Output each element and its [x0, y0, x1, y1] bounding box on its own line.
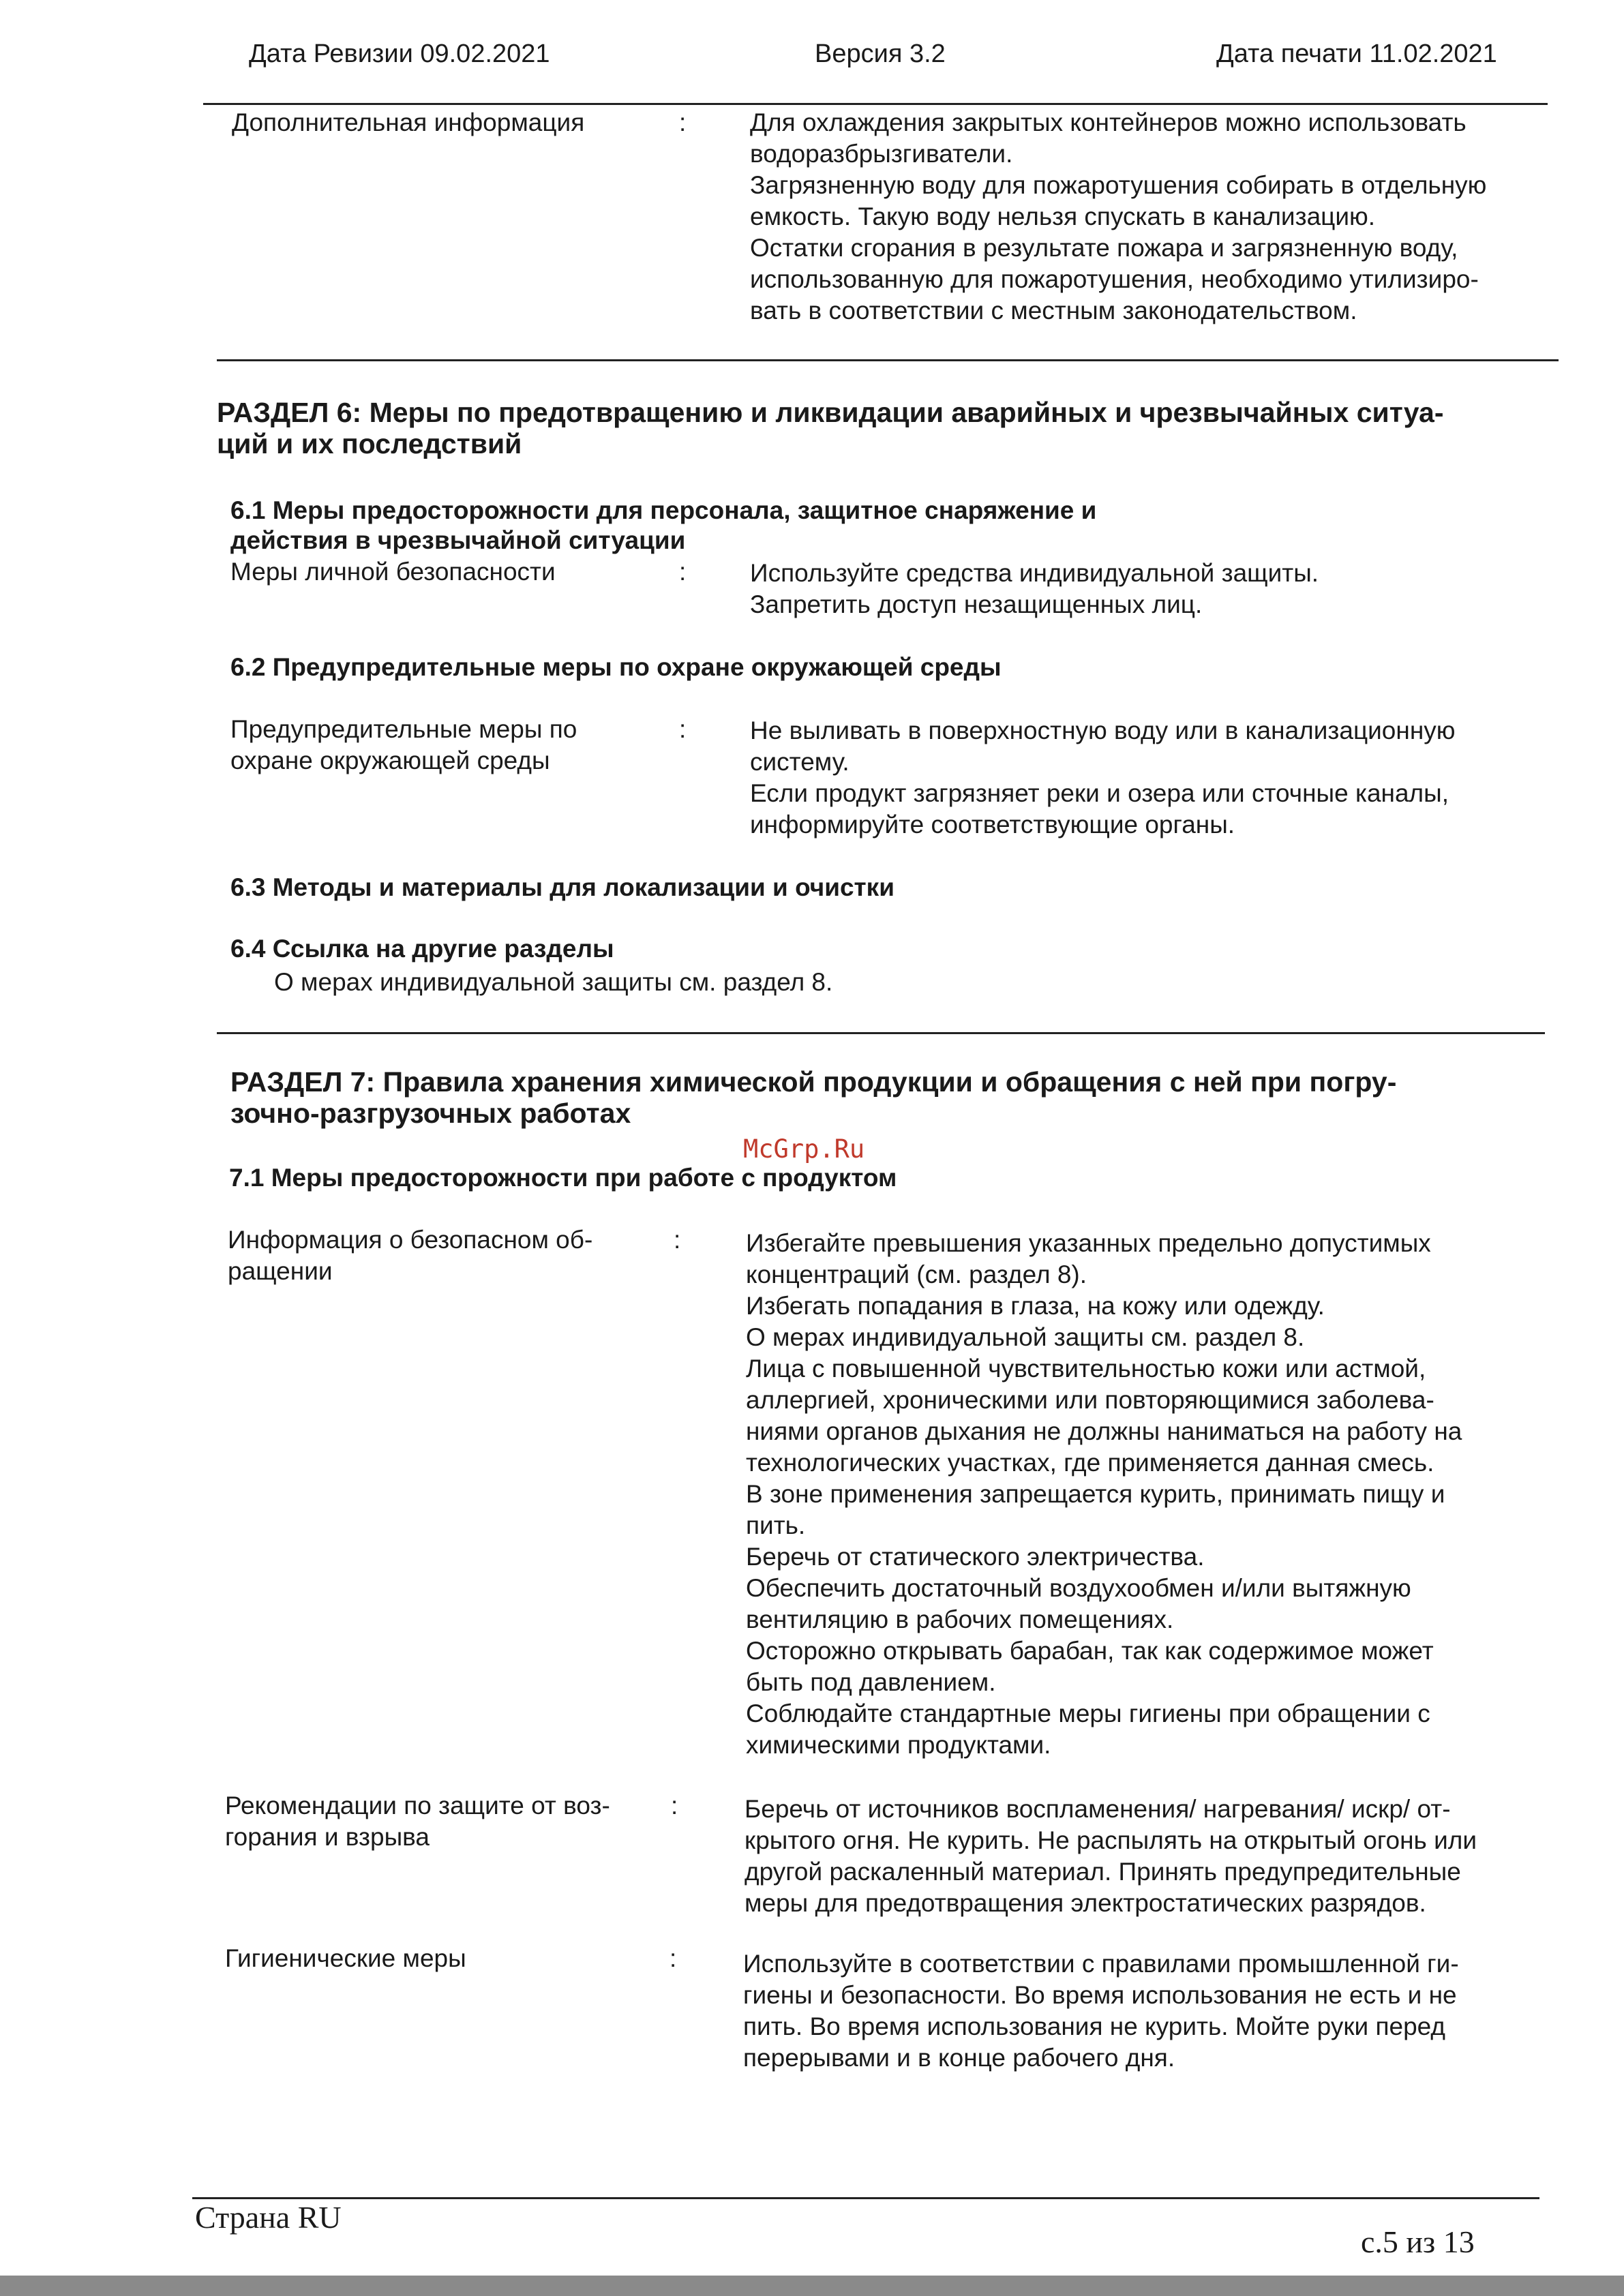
text-line: Если продукт загрязняет реки и озера или сточные каналы, — [750, 779, 1449, 807]
text-line: Беречь от статического электричества. — [746, 1543, 1205, 1571]
text-line: Загрязненную воду для пожаротушения собирать в отдельную — [750, 171, 1487, 199]
hygiene-text — [743, 1948, 1526, 2074]
text-line: ниями органов дыхания не должны наниматься на работу на — [746, 1417, 1462, 1445]
text-line: В зоне применения запрещается курить, принимать пищу и — [746, 1480, 1445, 1508]
text-line: Соблюдайте стандартные меры гигиены при обращении с — [746, 1700, 1430, 1727]
text-line: Используйте средства индивидуальной защиты. — [750, 559, 1319, 587]
hygiene-label: Гигиенические меры — [225, 1944, 466, 1972]
text-line: вентиляцию в рабочих помещениях. — [746, 1605, 1174, 1633]
section7-title-line1: РАЗДЕЛ 7: Правила хранения химической продукции и обращения с ней при погру- — [230, 1066, 1397, 1098]
personal-safety-label: Меры личной безопасности — [230, 558, 556, 586]
colon: : — [674, 1226, 681, 1254]
text-line: химическими продуктами. — [746, 1731, 1051, 1759]
revision-date: Дата Ревизии 09.02.2021 — [249, 40, 550, 68]
text-line: меры для предотвращения электростатических разрядов. — [745, 1889, 1426, 1917]
section7-title-line2: зочно-разгрузочных работах — [230, 1098, 631, 1129]
text-line: гиены и безопасности. Во время использования не есть и не — [743, 1981, 1457, 2009]
personal-safety-text — [750, 558, 1602, 620]
text-line: Лица с повышенной чувствительностью кожи или астмой, — [746, 1355, 1426, 1383]
text-line: О мерах индивидуальной защиты см. раздел 8. — [746, 1323, 1305, 1351]
text-line: пить. — [746, 1511, 806, 1539]
environmental-label — [230, 714, 577, 776]
environmental-label-line2: охране окружающей среды — [230, 746, 550, 774]
text-line: использованную для пожаротушения, необходимо утилизиро- — [750, 265, 1479, 293]
fire-protection-label-line1: Рекомендации по защите от воз- — [225, 1792, 610, 1819]
footer-divider — [192, 2197, 1539, 2199]
text-line: быть под давлением. — [746, 1668, 996, 1696]
text-line: Осторожно открывать барабан, так как содержимое может — [746, 1637, 1434, 1665]
subsection-6-4-text: О мерах индивидуальной защиты см. раздел 8. — [274, 968, 833, 996]
text-line: концентраций (см. раздел 8). — [746, 1260, 1087, 1288]
fire-protection-text — [745, 1794, 1527, 1919]
fire-protection-label — [225, 1790, 610, 1853]
text-line: Избегать попадания в глаза, на кожу или одежду. — [746, 1292, 1325, 1320]
colon: : — [670, 1944, 677, 1972]
page-number: с.5 из 13 — [1361, 2224, 1475, 2259]
text-line: Остатки сгорания в результате пожара и загрязненную воду, — [750, 234, 1458, 262]
section-divider — [217, 1032, 1545, 1034]
section-divider — [217, 359, 1559, 361]
subsection-6-1-title — [230, 496, 1096, 556]
section7-title — [230, 1066, 1396, 1129]
section6-title-line1: РАЗДЕЛ 6: Меры по предотвращению и ликвидации аварийных и чрезвычайных ситуа- — [217, 397, 1444, 428]
colon: : — [679, 108, 687, 136]
text-line: систему. — [750, 748, 849, 776]
header-divider — [203, 103, 1548, 105]
subsection-6-2-title: 6.2 Предупредительные меры по охране окружающей среды — [230, 653, 1002, 681]
print-date: Дата печати 11.02.2021 — [1216, 40, 1497, 68]
section6-title — [217, 397, 1444, 459]
colon: : — [679, 715, 687, 743]
text-line: аллергией, хроническими или повторяющимися заболева- — [746, 1386, 1434, 1414]
safe-handling-label-line1: Информация о безопасном об- — [228, 1226, 593, 1254]
text-line: Не выливать в поверхностную воду или в канализационную — [750, 716, 1456, 744]
colon: : — [679, 558, 687, 586]
text-line: Запретить доступ незащищенных лиц. — [750, 590, 1203, 618]
text-line: Избегайте превышения указанных предельно допустимых — [746, 1229, 1431, 1257]
text-line: вать в соответствии с местным законодательством. — [750, 297, 1357, 324]
scan-edge — [0, 2276, 1624, 2296]
safe-handling-text — [746, 1228, 1508, 1761]
fire-protection-label-line2: горания и взрыва — [225, 1823, 430, 1851]
text-line: водоразбрызгиватели. — [750, 140, 1013, 168]
additional-info-label: Дополнительная информация — [232, 108, 585, 136]
text-line: пить. Во время использования не курить. Мойте руки перед — [743, 2012, 1446, 2040]
subsection-6-1-title-line2: действия в чрезвычайной ситуации — [230, 526, 686, 554]
version: Версия 3.2 — [815, 40, 946, 68]
additional-info-text — [750, 107, 1602, 327]
section6-title-line2: ций и их последствий — [217, 428, 522, 459]
subsection-6-3-title: 6.3 Методы и материалы для локализации и очистки — [230, 873, 894, 901]
text-line: крытого огня. Не курить. Не распылять на открытый огонь или — [745, 1826, 1477, 1854]
text-line: технологических участках, где применяется данная смесь. — [746, 1449, 1434, 1477]
subsection-6-1-title-line1: 6.1 Меры предосторожности для персонала, защитное снаряжение и — [230, 496, 1097, 524]
footer-country: Страна RU — [195, 2200, 342, 2235]
environmental-text — [750, 715, 1602, 841]
text-line: Обеспечить достаточный воздухообмен и/или вытяжную — [746, 1574, 1411, 1602]
colon: : — [671, 1792, 678, 1819]
subsection-6-4-title: 6.4 Ссылка на другие разделы — [230, 935, 614, 963]
text-line: перерывами и в конце рабочего дня. — [743, 2044, 1175, 2072]
text-line: емкость. Такую воду нельзя спускать в канализацию. — [750, 202, 1376, 230]
safe-handling-label-line2: ращении — [228, 1257, 333, 1285]
subsection-7-1-title: 7.1 Меры предосторожности при работе с продуктом — [229, 1164, 897, 1192]
text-line: Для охлаждения закрытых контейнеров можно использовать — [750, 108, 1467, 136]
text-line: информируйте соответствующие органы. — [750, 811, 1235, 839]
text-line: Используйте в соответствии с правилами промышленной ги- — [743, 1950, 1459, 1978]
text-line: другой раскаленный материал. Принять предупредительные — [745, 1858, 1461, 1886]
text-line: Беречь от источников воспламенения/ нагревания/ искр/ от- — [745, 1795, 1451, 1823]
environmental-label-line1: Предупредительные меры по — [230, 715, 577, 743]
watermark: McGrp.Ru — [743, 1134, 865, 1164]
safe-handling-label — [228, 1224, 592, 1287]
